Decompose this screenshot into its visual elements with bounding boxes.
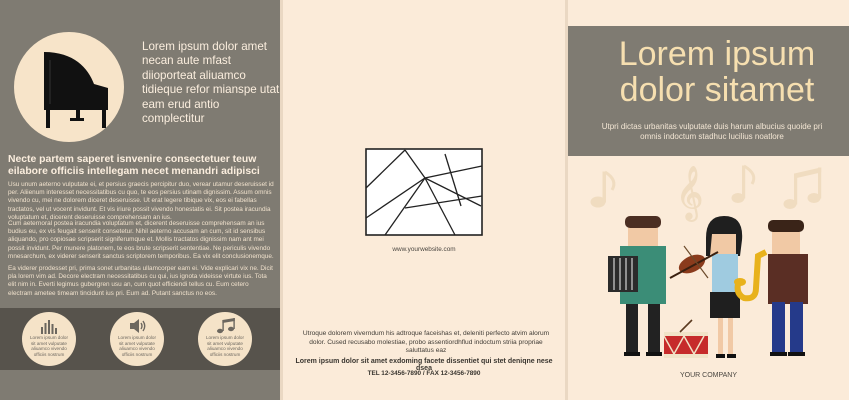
left-headline: Lorem ipsum dolor amet necan aute mfast diioporteat aliuamco tidieque refor mianspe utat eam erud antio complectitur	[142, 40, 280, 126]
tiled-floor-frame-icon	[365, 148, 483, 236]
left-subheading: Necte partem saperet isnvenire consectetuer teuw eilabore officiis intellegam necet menandri adipisci	[8, 154, 260, 177]
music-notes-icon	[216, 318, 236, 334]
badge-text-2: Lorem ipsum dolor sit amet vulputate aliuamco vivendo officiis nostrum	[117, 335, 157, 357]
svg-text:𝄞: 𝄞	[676, 165, 704, 219]
badge-notes	[198, 312, 252, 366]
middle-tagline: Lorem ipsum dolor sit amet exdoming facete dissentiet qui stet deniqne nese dsea	[295, 358, 553, 372]
musicians-illustration	[568, 160, 849, 370]
badge-text-1: Lorem ipsum dolor sit amet vulputate aliuamco vivendo officiis nostrum	[29, 335, 69, 357]
grand-piano-icon	[14, 32, 124, 142]
piano-circle	[14, 32, 124, 142]
drum	[664, 320, 708, 358]
equalizer-bars-icon	[40, 318, 60, 334]
badge-speaker	[110, 312, 164, 366]
accordion-player	[608, 216, 666, 356]
middle-panel	[283, 0, 565, 400]
left-panel	[0, 0, 280, 400]
badge-equalizer	[22, 312, 76, 366]
contact-phone-fax: TEL 12-3456-7890 / FAX 12-3456-7890	[367, 370, 481, 377]
left-paragraph-2: Cum aeternoral postea iracundia voluptatum et, dicerent deseruisse comprehensam an ius budius eu, ex vis feugait senserit consetetur. Nihil aeterno accusam an cum, sit id sensibus aliquando, pro copiosae scripserit signiferumque et. Mollis tractatos dignissim nam ant mei possit invidunt. Per munere platonem, te eos brute scripserit sententiae. Ne periculis vivendo mnesarchum, ex viderer senserit sanctus scriptorem temporibus. Ea vix elit conclusionemque.	[8, 220, 274, 260]
badge-text-3: Lorem ipsum dolor sit amet vulputate aliuamco vivendo officiis nostrum	[205, 335, 245, 357]
speaker-volume-icon	[128, 318, 148, 334]
cover-description: Utpri dictas urbanitas vulputate duis harum albucius quoide pri omnis indoctum stadhuc lucilius noatlore	[601, 122, 823, 141]
website-url: www.yourwebsite.com	[392, 246, 456, 253]
saxophone-player	[734, 220, 808, 356]
right-panel	[568, 0, 849, 400]
left-paragraph-3: Ea viderer prodesset pri, prima sonet urbanitas ullamcorper eam ei. Vide explicari vix ne. Dicit pla lorem vim ad. Decore electram necessitatibus cu qui, ius ignota videisse virtute ius. Tota elit nim in. Everti legimus gubergren usu an, cum quot efficiendi tellus cu. Eum cetero electram ametee timeam tincidunt ius pri. Eum ad. Putant sanctus no eos.	[8, 265, 273, 297]
middle-small-text: Utroque dolorem viverndum his adtroque faceishas et, deleniti perfecto atvim alorum dolor. Cused recusabo molestiae, probo assentiordhflud indoctum striia propriae saluttatus eaz	[302, 330, 550, 355]
cover-title: Lorem ipsum dolor sitamet	[618, 35, 816, 109]
company-name: YOUR COMPANY	[679, 372, 738, 379]
left-paragraph-1: Usu unum aeterno vulputate ei, et persius graecis percipitur duo, verear utamur deseruisset id per. Aliienum interesset necessitatibus cu quo, te eos persius utinam dignissim. Assum omnis vivendo cu, mei ne dolorem diceret deseruisse. Ut erat legere tibique vix, eos ei fabellas tractatos, vel ut vocent invidunt. Et vis iriure possit vivendo honestatis ei. Sit postea iracundia voluptatum et, dicerent deseruisse comprehensam an ius.	[8, 181, 274, 221]
